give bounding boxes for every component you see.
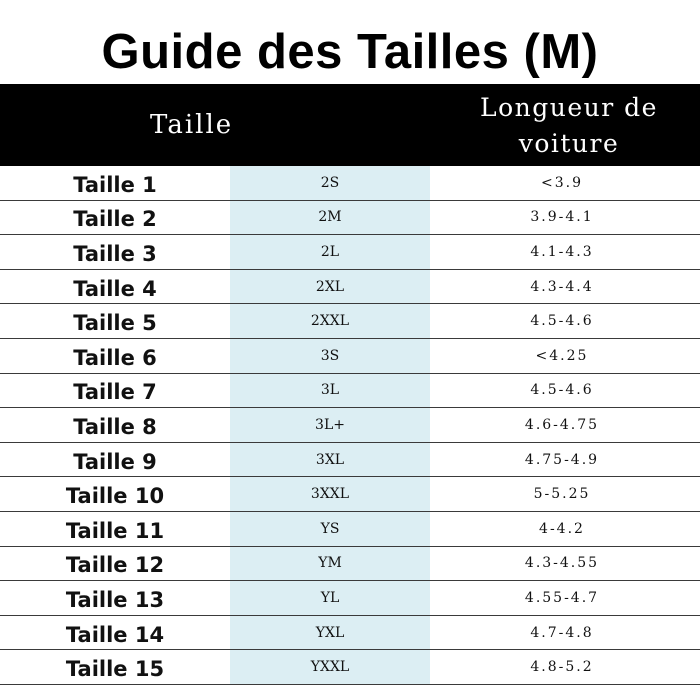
header-taille: Taille — [150, 110, 234, 140]
cell-size-code: 3XL — [230, 443, 430, 477]
cell-taille-label: Taille 6 — [73, 345, 157, 370]
cell-size-code: 2S — [230, 166, 430, 200]
cell-car-length: 3.9-4.1 — [530, 209, 594, 226]
cell-size-code: 3L — [230, 374, 430, 408]
cell-car-length: 4.75-4.9 — [524, 451, 600, 468]
table-row — [0, 408, 700, 443]
cell-taille-label: Taille 10 — [65, 484, 165, 509]
cell-taille-label: Taille 5 — [73, 311, 157, 336]
cell-size-code: YL — [230, 581, 430, 615]
cell-taille-label: Taille 3 — [73, 241, 157, 266]
cell-size-code: 3XXL — [230, 477, 430, 511]
cell-car-length: 4.8-5.2 — [530, 659, 594, 676]
table-row — [0, 650, 700, 685]
table-row — [0, 339, 700, 374]
cell-car-length: 4.7-4.8 — [530, 624, 594, 641]
cell-car-length: 4-4.2 — [539, 520, 585, 537]
cell-size-code: 2XL — [230, 270, 430, 304]
cell-taille-label: Taille 8 — [73, 414, 157, 439]
table-row — [0, 616, 700, 651]
cell-car-length: 4.55-4.7 — [524, 589, 600, 606]
page-title: Guide des Tailles (M) — [101, 25, 599, 79]
cell-car-length: 4.3-4.4 — [530, 278, 594, 295]
cell-size-code: YM — [230, 547, 430, 581]
cell-taille-label: Taille 1 — [73, 172, 157, 197]
cell-car-length: <4.25 — [535, 347, 589, 364]
table-row — [0, 304, 700, 339]
cell-car-length: 4.5-4.6 — [530, 382, 594, 399]
table-row — [0, 235, 700, 270]
cell-size-code: 2M — [230, 201, 430, 235]
table-row — [0, 201, 700, 236]
cell-taille-label: Taille 2 — [73, 207, 157, 232]
cell-taille-label: Taille 11 — [65, 518, 165, 543]
cell-car-length: 4.5-4.6 — [530, 313, 594, 330]
cell-car-length: <3.9 — [541, 174, 583, 191]
size-table — [0, 166, 700, 685]
cell-size-code: 3S — [230, 339, 430, 373]
cell-car-length: 4.6-4.75 — [524, 416, 600, 433]
table-row — [0, 443, 700, 478]
cell-taille-label: Taille 12 — [65, 553, 165, 578]
table-row — [0, 270, 700, 305]
table-row — [0, 374, 700, 409]
table-row — [0, 547, 700, 582]
header-longueur — [438, 90, 700, 162]
cell-size-code: YXXL — [230, 650, 430, 684]
cell-car-length: 4.3-4.55 — [524, 555, 600, 572]
cell-size-code: 2XXL — [230, 304, 430, 338]
table-row — [0, 166, 700, 201]
cell-taille-label: Taille 7 — [73, 380, 157, 405]
cell-taille-label: Taille 13 — [65, 587, 165, 612]
cell-size-code: YS — [230, 512, 430, 546]
cell-car-length: 4.1-4.3 — [530, 243, 594, 260]
cell-taille-label: Taille 15 — [65, 657, 165, 682]
cell-car-length: 5-5.25 — [533, 486, 591, 503]
table-row — [0, 477, 700, 512]
cell-size-code: 3L+ — [230, 408, 430, 442]
table-header — [0, 84, 700, 166]
cell-taille-label: Taille 9 — [73, 449, 157, 474]
table-row — [0, 512, 700, 547]
table-row — [0, 581, 700, 616]
header-longueur-line2: voiture — [518, 129, 620, 158]
header-longueur-line1: Longueur de — [480, 93, 658, 122]
cell-size-code: 2L — [230, 235, 430, 269]
cell-taille-label: Taille 4 — [73, 276, 157, 301]
cell-taille-label: Taille 14 — [65, 622, 165, 647]
cell-size-code: YXL — [230, 616, 430, 650]
